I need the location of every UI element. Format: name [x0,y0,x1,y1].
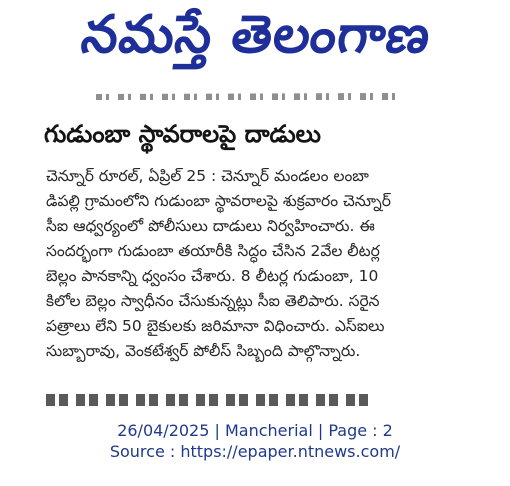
article-headline: గుడుంబా స్థావరాలపై దాడులు [44,120,321,148]
article-line: కిలోల బెల్లం స్వాధీనం చేసుకున్నట్లు సీఐ తెలిపారు. సరైన [46,292,380,310]
article-line: సీఐ ఆధ్వర్యంలో పోలీసులు దాడులు నిర్వహించారు. ఈ [46,217,375,235]
article-line: బెల్లం పానకాన్ని ధ్వంసం చేశారు. 8 లీటర్ల గుడుంబా, 10 [46,267,379,285]
news-clipping [36,90,468,406]
masthead-title: నమస్తే తెలంగాణ [77,4,435,65]
torn-previous-article-edge [96,90,396,100]
article-line: చెన్నూర్ రూరల్, ఏప్రిల్ 25 : చెన్నూర్ మండలం లంబా [46,167,369,185]
article-line: సుబ్బారావు, వెంకటేశ్వర్ పోలీస్ సిబ్బంది పాల్గొన్నారు. [46,342,361,360]
article-line: సందర్భంగా గుడుంబా తయారీకి సిద్ధం చేసిన 2వేల లీటర్ల [46,242,380,260]
newspaper-masthead [0,0,510,82]
article-line: పత్రాలు లేని 50 బైకులకు జరిమానా విధించారు. ఎస్ఐలు [46,317,385,335]
torn-next-article-edge [46,394,376,406]
source-link[interactable]: Source : https://epaper.ntnews.com/ [109,442,401,461]
edition-date-line: 26/04/2025 | Mancherial | Page : 2 [117,421,393,440]
article-line: డిపల్లి గ్రామంలోని గుడుంబా స్థావరాలపై శుక్రవారం చెన్నూర్ [46,192,391,210]
article-body [46,164,466,364]
